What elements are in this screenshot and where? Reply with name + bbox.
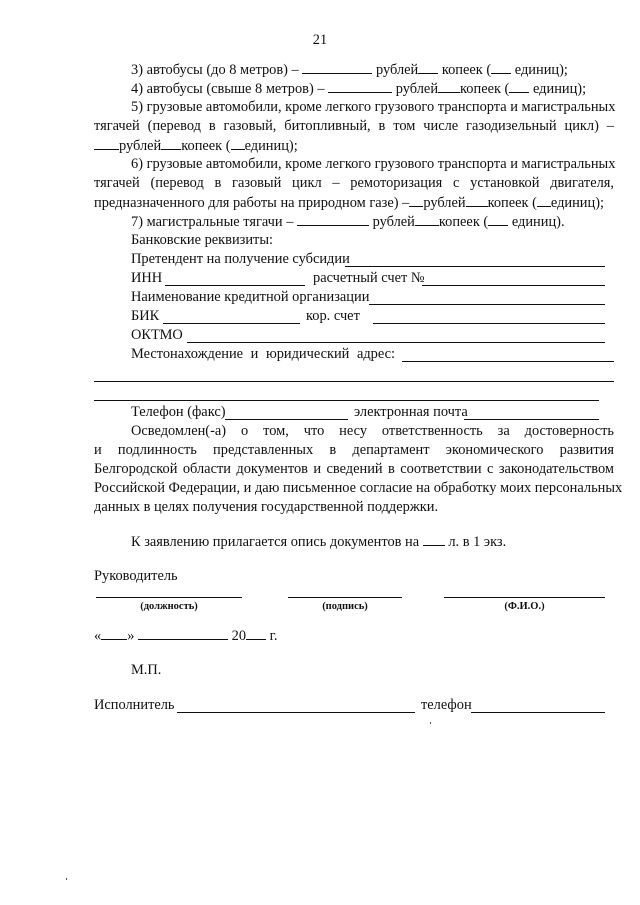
consent-line-2: и подлинность представленных в департамент экономического развития xyxy=(94,442,614,458)
item-7-units-blank[interactable] xyxy=(488,212,508,226)
signature-caption: (подпись) xyxy=(322,601,368,612)
phone-fax-label: Телефон (факс) xyxy=(131,404,226,420)
address-field-2[interactable] xyxy=(94,381,614,382)
inn-label: ИНН xyxy=(131,270,163,286)
attachment-pages-blank[interactable] xyxy=(423,532,445,546)
date-year-blank[interactable] xyxy=(246,626,266,640)
phone-fax-field[interactable] xyxy=(225,419,348,420)
executor-phone-field[interactable] xyxy=(471,712,605,713)
corr-account-field[interactable] xyxy=(373,323,605,324)
address-field-3[interactable] xyxy=(94,400,599,401)
credit-org-field[interactable] xyxy=(369,304,605,305)
item-4-kop-blank[interactable] xyxy=(438,79,460,93)
consent-line-5: данных в целях получения государственной поддержки. xyxy=(94,499,439,515)
fio-caption: (Ф.И.О.) xyxy=(504,601,545,612)
item-5-line-1: 5) грузовые автомобили, кроме легкого грузового транспорта и магистральных xyxy=(131,99,616,115)
item-6-line-2: тягачей (перевод в газовый цикл – ремоторизация с установкой двигателя, xyxy=(94,175,614,191)
head-label: Руководитель xyxy=(94,568,178,584)
item-6-line-3: предназначенного для работы на природном газе) – рублей копеек ( единиц); xyxy=(94,195,605,211)
signature-field[interactable] xyxy=(288,597,402,598)
item-3-units-blank[interactable] xyxy=(491,60,511,74)
item-7-kop-blank[interactable] xyxy=(415,212,439,226)
consent-line-1: Осведомлен(-а) о том, что несу ответственность за достоверность xyxy=(131,423,614,439)
item-5-line-3: рублей копеек ( единиц); xyxy=(94,136,298,156)
fio-field[interactable] xyxy=(444,597,605,598)
account-label: расчетный счет № xyxy=(313,270,425,286)
item-7-trunk-tractors: 7) магистральные тягачи – рублей копеек ( единиц). xyxy=(131,214,565,230)
address-field-1[interactable] xyxy=(402,361,614,362)
item-5-kop-blank[interactable] xyxy=(161,136,181,150)
inn-field[interactable] xyxy=(165,285,305,286)
date-day-blank[interactable] xyxy=(101,626,127,640)
corr-account-label: кор. счет xyxy=(306,308,360,324)
page-number: 21 xyxy=(312,32,328,48)
item-4-units-blank[interactable] xyxy=(509,79,529,93)
bik-field[interactable] xyxy=(163,323,300,324)
date-line: « » 20 г. xyxy=(94,628,278,644)
bik-label: БИК xyxy=(131,308,160,324)
email-field[interactable] xyxy=(464,419,599,420)
executor-phone-label: телефон xyxy=(421,697,472,713)
date-month-blank[interactable] xyxy=(138,626,228,640)
stamp-place: М.П. xyxy=(131,662,162,678)
position-caption: (должность) xyxy=(140,601,198,612)
email-label: электронная почта xyxy=(354,404,468,420)
item-5-line-2: тягачей (перевод в газовый, битопливный, в том числе газодизельный цикл) – xyxy=(94,118,614,134)
item-4-buses-over-8m: 4) автобусы (свыше 8 метров) – рублей копеек ( единиц); xyxy=(131,81,587,97)
item-3-buses-up-to-8m: 3) автобусы (до 8 метров) – рублей копеек ( единиц); xyxy=(131,62,568,78)
credit-org-label: Наименование кредитной организации xyxy=(131,289,370,305)
item-5-units-blank[interactable] xyxy=(231,136,245,150)
item-3-kop-blank[interactable] xyxy=(418,60,438,74)
item-6-line-1: 6) грузовые автомобили, кроме легкого грузового транспорта и магистральных xyxy=(131,156,616,172)
applicant-field[interactable] xyxy=(345,266,605,267)
oktmo-field[interactable] xyxy=(187,342,605,343)
item-7-rub-blank[interactable] xyxy=(297,212,369,226)
scan-speck xyxy=(66,878,67,880)
scan-speck xyxy=(430,722,431,724)
bank-details-heading: Банковские реквизиты: xyxy=(131,232,273,248)
item-5-rub-blank[interactable] xyxy=(94,136,119,150)
address-label: Местонахождение и юридический адрес: xyxy=(131,346,396,362)
item-4-rub-blank[interactable] xyxy=(328,79,392,93)
item-6-kop-blank[interactable] xyxy=(466,193,488,207)
position-field[interactable] xyxy=(96,597,242,598)
item-3-rub-blank[interactable] xyxy=(302,60,372,74)
oktmo-label: ОКТМО xyxy=(131,327,183,343)
consent-line-3: Белгородской области документов и сведений в соответствии с законодательством xyxy=(94,461,614,477)
account-field[interactable] xyxy=(422,285,605,286)
executor-label: Исполнитель xyxy=(94,697,175,713)
consent-line-4: Российской Федерации, и даю письменное согласие на обработку моих персональных xyxy=(94,480,623,496)
item-6-units-blank[interactable] xyxy=(537,193,551,207)
applicant-label: Претендент на получение субсидии xyxy=(131,251,350,267)
item-6-rub-blank[interactable] xyxy=(409,193,423,207)
executor-field[interactable] xyxy=(177,712,415,713)
attachment-line: К заявлению прилагается опись документов на л. в 1 экз. xyxy=(131,534,507,550)
